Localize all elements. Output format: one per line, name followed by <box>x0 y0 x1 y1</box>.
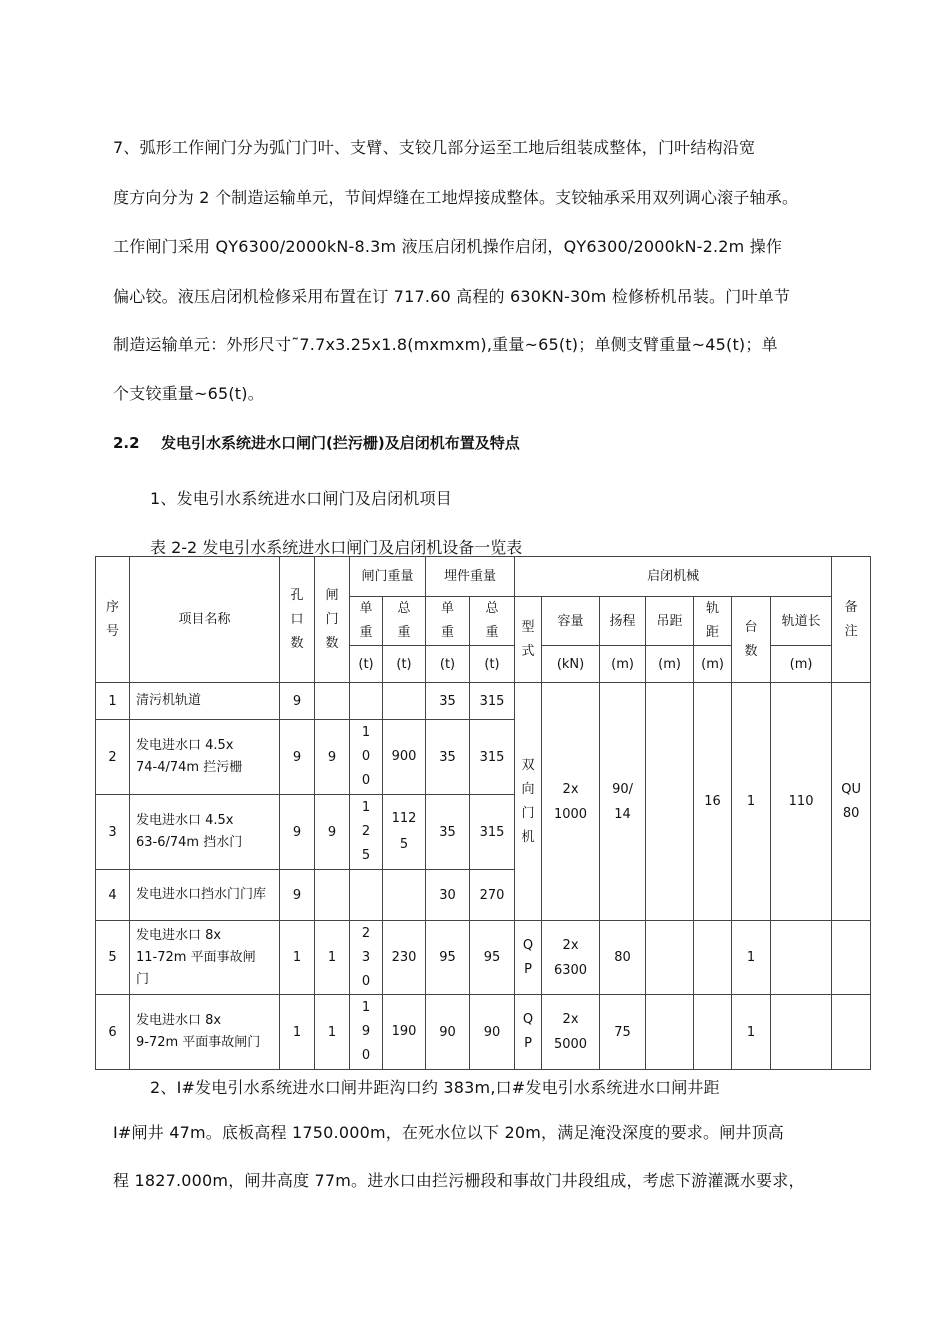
row-holes: 9 <box>280 870 315 921</box>
row-unit-weight <box>350 870 383 921</box>
row-unit-weight: 190 <box>350 995 383 1070</box>
row-seq: 5 <box>96 921 130 995</box>
unit-kn: (kN) <box>542 646 600 683</box>
row-capacity: 2x 5000 <box>542 995 600 1070</box>
row-seq: 3 <box>96 795 130 870</box>
row-seq: 2 <box>96 720 130 795</box>
row-name: 发电进水口 8x 11-72m 平面事故闸 门 <box>130 921 280 995</box>
row-embed-total-weight: 270 <box>470 870 515 921</box>
para1-line4: 偏心铰。液压启闭机检修采用布置在订 717.60 高程的 630KN-30m 检修桥机吊装。门叶单节 <box>113 287 791 306</box>
row-embed-total-weight: 90 <box>470 995 515 1070</box>
row-gates: 1 <box>315 995 350 1070</box>
unit-t: (t) <box>470 646 515 683</box>
table-row <box>96 995 871 1070</box>
header-unit-weight: 单重 <box>350 597 383 646</box>
unit-t: (t) <box>350 646 383 683</box>
row-lift: 80 <box>600 921 646 995</box>
row-track <box>694 995 732 1070</box>
row-unit-weight <box>350 683 383 720</box>
row-holes: 9 <box>280 795 315 870</box>
header-embed-weight: 埋件重量 <box>426 557 515 597</box>
header-embed-unit-weight: 单重 <box>426 597 470 646</box>
unit-m: (m) <box>646 646 694 683</box>
row-unit-weight: 125 <box>350 795 383 870</box>
header-gate-weight: 闸门重量 <box>350 557 426 597</box>
para1-line6: 个支铰重量~65(t)。 <box>113 384 264 403</box>
shared-hang <box>646 683 694 921</box>
row-holes: 1 <box>280 995 315 1070</box>
row-hang <box>646 995 694 1070</box>
para1-line5: 制造运输单元：外形尺寸˜7.7x3.25x1.8(mxmxm),重量~65(t)；单侧支臂重量~45(t)；单 <box>113 335 778 354</box>
para2-line2: I#闸井 47m。底板高程 1750.000m，在死水位以下 20m，满足淹没深度的要求。闸井顶高 <box>113 1123 785 1142</box>
shared-count: 1 <box>732 683 771 921</box>
row-type: QP <box>515 995 542 1070</box>
table-caption: 表 2-2 发电引水系统进水口闸门及启闭机设备一览表 <box>150 538 523 557</box>
row-embed-total-weight: 315 <box>470 720 515 795</box>
header-hang: 吊距 <box>646 597 694 646</box>
shared-lift: 90/ 14 <box>600 683 646 921</box>
row-name: 发电进水口 4.5x 63-6/74m 挡水门 <box>130 795 280 870</box>
row-type: QP <box>515 921 542 995</box>
unit-t: (t) <box>426 646 470 683</box>
row-holes: 9 <box>280 683 315 720</box>
row-seq: 4 <box>96 870 130 921</box>
row-total-weight <box>383 683 426 720</box>
row-holes: 9 <box>280 720 315 795</box>
row-embed-total-weight: 315 <box>470 683 515 720</box>
header-name: 项目名称 <box>130 557 280 683</box>
header-track-length: 轨道长 <box>771 597 832 646</box>
row-embed-unit-weight: 95 <box>426 921 470 995</box>
header-holes: 孔口数 <box>280 557 315 683</box>
header-track: 轨距 <box>694 597 732 646</box>
row-gates: 9 <box>315 795 350 870</box>
header-seq: 序号 <box>96 557 130 683</box>
row-name: 发电进水口 8x 9-72m 平面事故闸门 <box>130 995 280 1070</box>
unit-m: (m) <box>771 646 832 683</box>
shared-type: 双向门机 <box>515 683 542 921</box>
row-embed-total-weight: 315 <box>470 795 515 870</box>
header-lift: 扬程 <box>600 597 646 646</box>
header-hoist: 启闭机械 <box>515 557 832 597</box>
shared-track-length: 110 <box>771 683 832 921</box>
para2-line3: 程 1827.000m，闸井高度 77m。进水口由拦污栅段和事故门井段组成，考虑下游灌溉水要求， <box>113 1171 805 1190</box>
row-remark <box>832 921 871 995</box>
row-total-weight: 1125 <box>383 795 426 870</box>
item1-text: 1、发电引水系统进水口闸门及启闭机项目 <box>150 489 452 508</box>
row-lift: 75 <box>600 995 646 1070</box>
row-track-length <box>771 921 832 995</box>
equipment-table <box>95 556 871 1070</box>
shared-track: 16 <box>694 683 732 921</box>
unit-t: (t) <box>383 646 426 683</box>
para2-line1: 2、I#发电引水系统进水口闸井距沟口约 383m,口#发电引水系统进水口闸井距 <box>150 1078 720 1097</box>
row-holes: 1 <box>280 921 315 995</box>
header-total-weight: 总重 <box>383 597 426 646</box>
row-embed-total-weight: 95 <box>470 921 515 995</box>
row-gates <box>315 870 350 921</box>
row-count: 1 <box>732 921 771 995</box>
row-remark <box>832 995 871 1070</box>
shared-remark: QU80 <box>832 683 871 921</box>
row-capacity: 2x 6300 <box>542 921 600 995</box>
row-embed-unit-weight: 35 <box>426 683 470 720</box>
table-row <box>96 921 871 995</box>
row-total-weight: 190 <box>383 995 426 1070</box>
header-gates: 闸门数 <box>315 557 350 683</box>
row-gates: 9 <box>315 720 350 795</box>
row-count: 1 <box>732 995 771 1070</box>
row-seq: 1 <box>96 683 130 720</box>
unit-m: (m) <box>694 646 732 683</box>
row-embed-unit-weight: 30 <box>426 870 470 921</box>
row-total-weight <box>383 870 426 921</box>
row-name: 发电进水口 4.5x 74-4/74m 拦污栅 <box>130 720 280 795</box>
row-name: 清污机轨道 <box>130 683 280 720</box>
table-row <box>96 683 871 720</box>
para1-line1: 7、弧形工作闸门分为弧门门叶、支臂、支铰几部分运至工地后组装成整体，门叶结构沿宽 <box>113 138 756 157</box>
section-title: 发电引水系统进水口闸门(拦污栅)及启闭机布置及特点 <box>161 434 520 452</box>
para1-line2: 度方向分为 2 个制造运输单元，节间焊缝在工地焊接成整体。支铰轴承采用双列调心滚子轴承。 <box>113 188 799 207</box>
row-hang <box>646 921 694 995</box>
row-gates: 1 <box>315 921 350 995</box>
row-embed-unit-weight: 90 <box>426 995 470 1070</box>
row-total-weight: 230 <box>383 921 426 995</box>
section-heading <box>113 432 520 453</box>
row-embed-unit-weight: 35 <box>426 720 470 795</box>
header-capacity: 容量 <box>542 597 600 646</box>
row-track <box>694 921 732 995</box>
unit-m: (m) <box>600 646 646 683</box>
header-type: 型式 <box>515 597 542 683</box>
row-unit-weight: 230 <box>350 921 383 995</box>
para1-line3: 工作闸门采用 QY6300/2000kN-8.3m 液压启闭机操作启闭，QY6300/2000kN-2.2m 操作 <box>113 237 783 256</box>
row-total-weight: 900 <box>383 720 426 795</box>
shared-capacity: 2x 1000 <box>542 683 600 921</box>
row-track-length <box>771 995 832 1070</box>
row-embed-unit-weight: 35 <box>426 795 470 870</box>
row-gates <box>315 683 350 720</box>
row-seq: 6 <box>96 995 130 1070</box>
header-embed-total-weight: 总重 <box>470 597 515 646</box>
header-remark: 备注 <box>832 557 871 683</box>
header-count: 台数 <box>732 597 771 683</box>
section-number: 2.2 <box>113 434 140 452</box>
row-unit-weight: 100 <box>350 720 383 795</box>
row-name: 发电进水口挡水门门库 <box>130 870 280 921</box>
